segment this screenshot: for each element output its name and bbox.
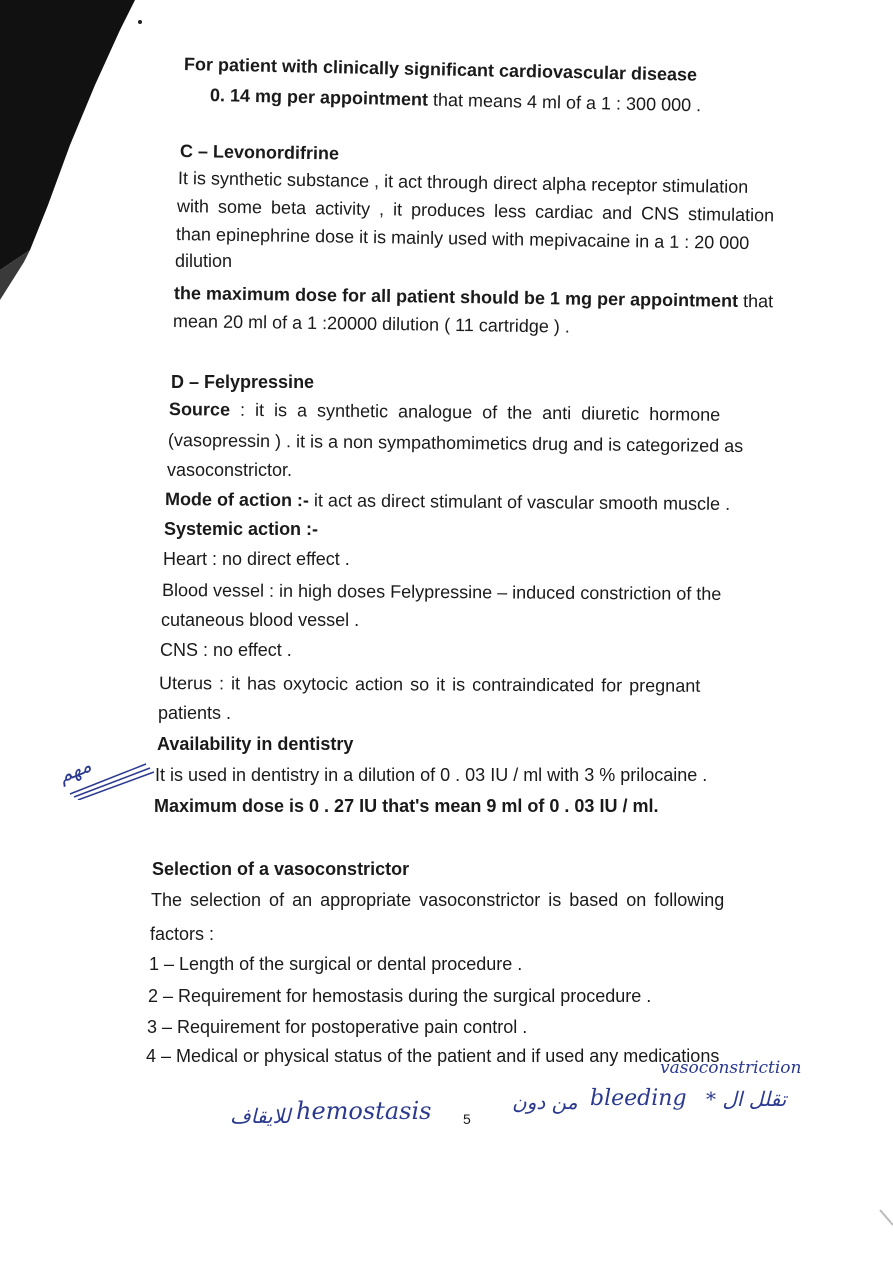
page-number: 5 — [463, 1111, 471, 1127]
felypressine-systemic-heading: Systemic action :- — [164, 519, 319, 539]
availability-heading: Availability in dentistry — [157, 734, 354, 754]
selection-intro-line2: factors : — [150, 924, 215, 944]
felypressine-source-line1 — [169, 398, 720, 426]
felypressine-uterus-line2: patients . — [158, 703, 232, 723]
cardio-dose-rest: that means 4 ml of a 1 : 300 000 . — [427, 89, 702, 116]
handwritten-bleeding: bleeding — [590, 1086, 687, 1111]
felypressine-heart: Heart : no direct effect . — [163, 549, 350, 569]
levonordefrin-heading: C – Levonordifrine — [179, 141, 340, 164]
selection-intro-line1: The selection of an appropriate vasoconstrictor is based on following — [151, 890, 725, 910]
felypressine-source-text: : it is a synthetic analogue of the anti diuretic hormone — [229, 399, 721, 425]
handwritten-arabic-mid: من دون — [512, 1090, 578, 1114]
felypressine-heading: D – Felypressine — [171, 372, 315, 392]
selection-item-4: 4 – Medical or physical status of the patient and if used any medications — [146, 1046, 720, 1066]
cardio-dose-line — [210, 84, 702, 116]
felypressine-mode-line — [165, 488, 730, 515]
felypressine-mode-label: Mode of action :- — [164, 489, 310, 511]
cardio-dose-bold: 0. 14 mg per appointment — [209, 85, 429, 110]
selection-heading: Selection of a vasoconstrictor — [152, 859, 410, 879]
handwritten-hemostasis: hemostasis — [296, 1097, 432, 1125]
felypressine-blood-line1: Blood vessel : in high doses Felypressine – induced constriction of the — [161, 580, 722, 604]
levonordefrin-p1-line4: dilution — [175, 251, 233, 271]
cardio-heading: For patient with clinically significant cardiovascular disease — [183, 54, 698, 85]
availability-max-dose: Maximum dose is 0 . 27 IU that's mean 9 ml of 0 . 03 IU / ml. — [154, 796, 659, 816]
availability-text: It is used in dentistry in a dilution of 0 . 03 IU / ml with 3 % prilocaine . — [155, 765, 708, 785]
felypressine-source-line2: (vasopressin ) . it is a non sympathomimetics drug and is categorized as — [167, 430, 744, 457]
selection-item-1: 1 – Length of the surgical or dental procedure . — [149, 954, 523, 974]
handwritten-above-note: vasoconstriction — [660, 1058, 802, 1078]
handwritten-arabic-right: * تقلل ال — [706, 1087, 787, 1111]
felypressine-blood-line2: cutaneous blood vessel . — [161, 610, 360, 630]
felypressine-source-line3: vasoconstrictor. — [167, 460, 293, 480]
levonordefrin-max-line2: mean 20 ml of a 1 :20000 dilution ( 11 cartridge ) . — [172, 311, 570, 337]
felypressine-source-label: Source — [168, 399, 231, 420]
handwritten-underline-strokes — [66, 760, 156, 800]
levonordefrin-p1-line1: It is synthetic substance , it act through direct alpha receptor stimulation — [177, 168, 749, 197]
levonordefrin-max-line1 — [174, 282, 773, 312]
selection-item-3: 3 – Requirement for postoperative pain control . — [147, 1017, 528, 1037]
felypressine-uterus-line1: Uterus : it has oxytocic action so it is contraindicated for pregnant — [158, 673, 701, 696]
levonordefrin-p1-line3: than epinephrine dose it is mainly used with mepivacaine in a 1 : 20 000 — [175, 224, 750, 254]
handwritten-margin-note: مهم — [54, 752, 95, 788]
levonordefrin-p1-line2: with some beta activity , it produces less cardiac and CNS stimulation — [176, 196, 775, 226]
selection-item-2: 2 – Requirement for hemostasis during the surgical procedure . — [148, 986, 652, 1006]
levonordefrin-max-rest: that — [737, 290, 774, 312]
levonordefrin-max-bold: the maximum dose for all patient should be 1 mg per appointment — [173, 283, 739, 311]
handwritten-arabic-left: للايقاف — [230, 1104, 291, 1128]
felypressine-cns: CNS : no effect . — [160, 640, 292, 660]
felypressine-mode-text: it act as direct stimulant of vascular smooth muscle . — [308, 490, 731, 514]
